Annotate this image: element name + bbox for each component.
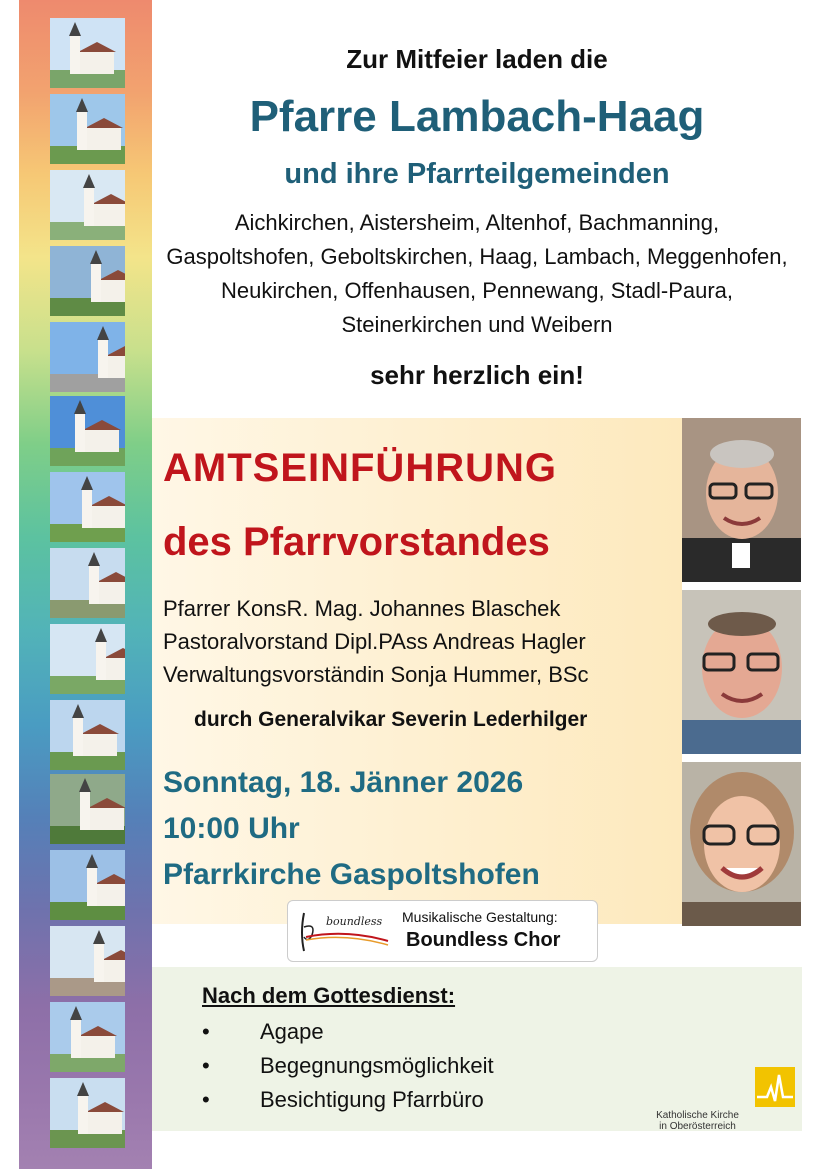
diocese-line-1: Katholische Kirche xyxy=(656,1110,739,1121)
boundless-logo xyxy=(296,907,392,955)
list-item: • Agape xyxy=(202,1019,324,1044)
communities-list: Aichkirchen, Aistersheim, Altenhof, Bachmanning, Gaspoltshofen, Geboltskirchen, Haag, Lambach, Meggenhofen, Neukirchen, Offenhausen, Pennewang, Stadl-Paura, Steinerkirchen und Weibern xyxy=(166,210,788,337)
event-subtitle: des Pfarrvorstandes xyxy=(163,520,550,564)
officiant-line: durch Generalvikar Severin Lederhilger xyxy=(194,708,588,731)
portrait-photo-1 xyxy=(682,418,801,582)
official-name: Pfarrer KonsR. Mag. Johannes Blaschek xyxy=(163,596,561,621)
intro-line: Zur Mitfeier laden die xyxy=(346,44,608,74)
portrait-photo-2 xyxy=(682,590,801,754)
choir-name: Boundless Chor xyxy=(406,929,561,951)
church-thumbnail xyxy=(50,18,125,88)
invite-line: sehr herzlich ein! xyxy=(370,360,584,390)
diocese-name xyxy=(640,1110,755,1132)
official-name: Verwaltungsvorständin Sonja Hummer, BSc xyxy=(163,662,589,687)
church-thumbnail xyxy=(50,396,125,466)
list-item: • Besichtigung Pfarrbüro xyxy=(202,1087,484,1112)
after-list xyxy=(202,1015,494,1117)
event-time: 10:00 Uhr xyxy=(163,812,300,845)
church-thumbnail xyxy=(50,624,125,694)
parish-subtitle: und ihre Pfarrteilgemeinden xyxy=(284,158,670,190)
church-thumbnail xyxy=(50,700,125,770)
church-thumbnail xyxy=(50,926,125,996)
after-service-box xyxy=(152,967,802,1131)
logo-text: boundless xyxy=(326,915,383,928)
event-title: AMTSEINFÜHRUNG xyxy=(163,446,557,490)
music-box xyxy=(287,900,598,962)
event-place: Pfarrkirche Gaspoltshofen xyxy=(163,858,540,891)
event-datetime xyxy=(163,760,540,898)
parish-title: Pfarre Lambach-Haag xyxy=(249,92,705,141)
church-thumbnail xyxy=(50,1002,125,1072)
church-thumbnail xyxy=(50,170,125,240)
church-thumbnail xyxy=(50,774,125,844)
music-label: Musikalische Gestaltung: xyxy=(402,909,558,925)
church-thumbnail xyxy=(50,94,125,164)
church-thumbnail xyxy=(50,246,125,316)
official-name: Pastoralvorstand Dipl.PAss Andreas Hagler xyxy=(163,629,586,654)
event-date: Sonntag, 18. Jänner 2026 xyxy=(163,766,524,799)
officials-list xyxy=(163,592,589,691)
diocese-logo xyxy=(755,1067,795,1107)
church-thumbnail xyxy=(50,1078,125,1148)
church-thumbnail xyxy=(50,322,125,392)
church-thumbnail xyxy=(50,850,125,920)
church-thumbnail xyxy=(50,548,125,618)
church-thumbnail xyxy=(50,472,125,542)
after-heading: Nach dem Gottesdienst: xyxy=(202,983,456,1008)
diocese-line-2: in Oberösterreich xyxy=(659,1121,736,1132)
list-item: • Begegnungsmöglichkeit xyxy=(202,1053,494,1078)
portrait-photo-3 xyxy=(682,762,801,926)
